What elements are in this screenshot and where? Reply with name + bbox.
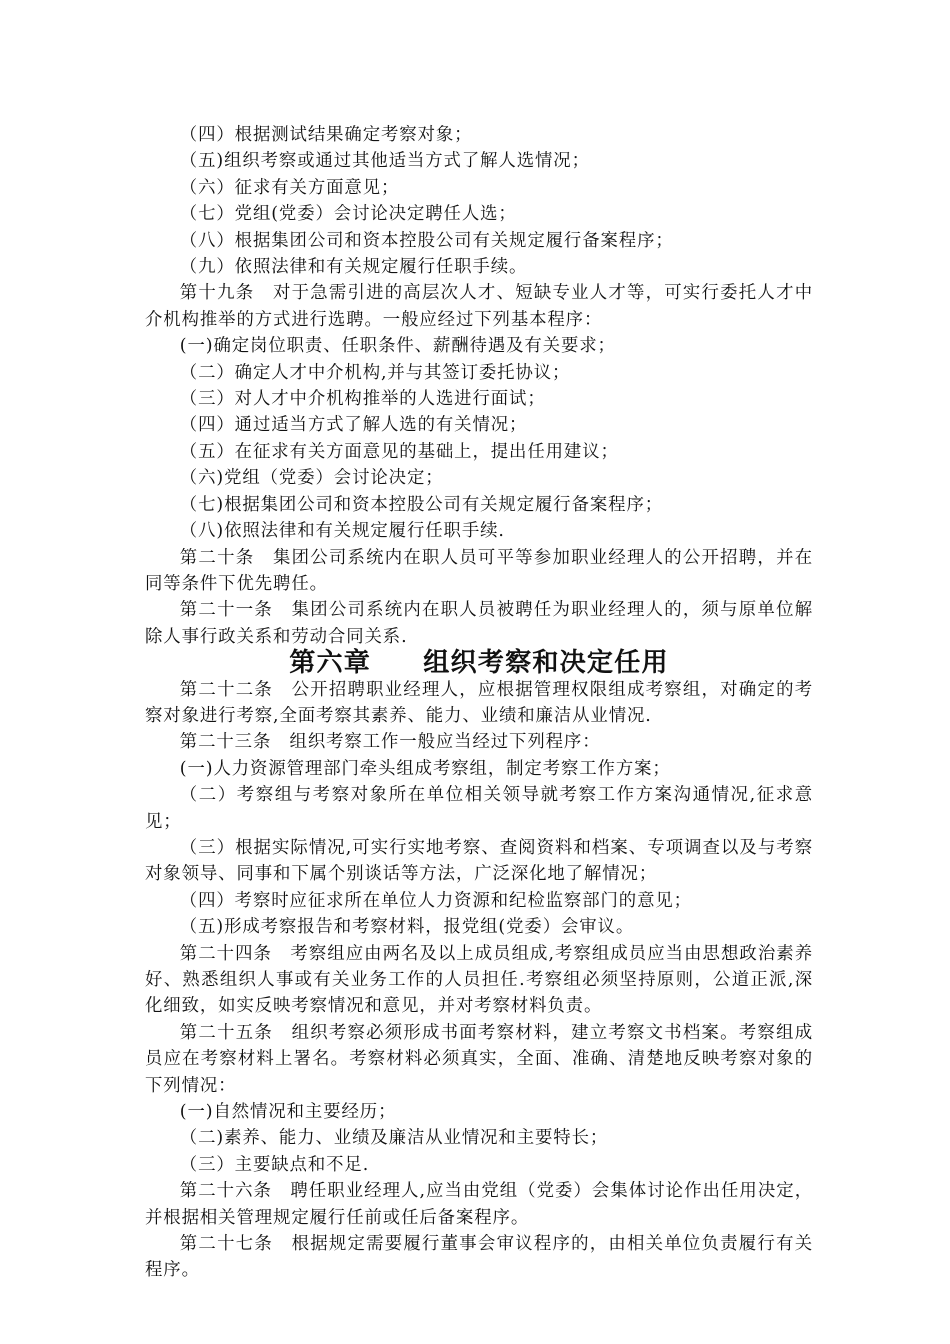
paragraph: （四）根据测试结果确定考察对象； (179, 125, 473, 145)
paragraph: （八)依照法律和有关规定履行任职手续. (179, 521, 505, 542)
section-b (145, 677, 813, 1284)
paragraph: （八）根据集团公司和资本控股公司有关规定履行备案程序； (179, 230, 674, 251)
paragraph: （六)党组（党委）会讨论决定； (179, 468, 444, 489)
paragraph: （七)根据集团公司和资本控股公司有关规定履行备案程序； (179, 494, 664, 515)
article-23: 第二十三条 组织考察工作一般应当经过下列程序： (179, 732, 601, 753)
paragraph: （三）根据实际情况,可实行实地考察、查阅资料和档案、专项调查以及与考察对象领导、同事和下属个别谈话等方法，广泛深化地了解情况； (145, 837, 813, 885)
article-24: 第二十四条 考察组应由两名及以上成员组成,考察组成员应当由思想政治素养好、熟悉组织人事或有关业务工作的人员担任.考察组必须坚持原则，公道正派,深化细致，如实反映考察情况和意见，并对考察材料负责。 (145, 943, 813, 1017)
paragraph: (一)确定岗位职责、任职条件、薪酬待遇及有关要求； (179, 336, 616, 357)
paragraph: （二）考察组与考察对象所在单位相关领导就考察工作方案沟通情况,征求意见； (145, 785, 813, 832)
article-22: 第二十二条 公开招聘职业经理人，应根据管理权限组成考察组，对确定的考察对象进行考察,全面考察其素养、能力、业绩和廉洁从业情况. (145, 679, 813, 726)
paragraph: (一)自然情况和主要经历； (179, 1102, 397, 1123)
article-21: 第二十一条 集团公司系统内在职人员被聘任为职业经理人的，须与原单位解除人事行政关系和劳动合同关系. (145, 600, 813, 647)
paragraph: （五）在征求有关方面意见的基础上，提出任用建议； (179, 441, 619, 462)
paragraph: （五)组织考察或通过其他适当方式了解人选情况； (179, 151, 590, 172)
paragraph: （四）通过适当方式了解人选的有关情况； (179, 415, 528, 436)
paragraph: （三）对人才中介机构推举的人选进行面试； (179, 389, 546, 410)
paragraph: （二)素养、能力、业绩及廉洁从业情况和主要特长； (179, 1128, 609, 1149)
article-20: 第二十条 集团公司系统内在职人员可平等参加职业经理人的公开招聘，并在同等条件下优先聘任。 (145, 547, 813, 594)
paragraph: （七）党组(党委）会讨论决定聘任人选； (179, 204, 517, 225)
article-27: 第二十七条 根据规定需要履行董事会审议程序的，由相关单位负责履行有关程序。 (145, 1234, 813, 1281)
paragraph: （四）考察时应征求所在单位人力资源和纪检监察部门的意见； (179, 890, 692, 911)
document-page (145, 122, 813, 1284)
paragraph: （九）依照法律和有关规定履行任职手续。 (179, 257, 528, 278)
paragraph: （六）征求有关方面意见； (179, 177, 400, 198)
article-19: 第十九条 对于急需引进的高层次人才、短缺专业人才等，可实行委托人才中介机构推举的方式进行选聘。一般应经过下列基本程序： (145, 283, 813, 330)
paragraph: (一)人力资源管理部门牵头组成考察组，制定考察工作方案； (179, 758, 671, 779)
article-25: 第二十五条 组织考察必须形成书面考察材料，建立考察文书档案。考察组成员应在考察材料上署名。考察材料必须真实，全面、准确、清楚地反映考察对象的下列情况： (145, 1022, 813, 1096)
section-a (145, 122, 813, 650)
chapter-number: 第六章 (289, 648, 372, 679)
chapter-title: 组织考察和决定任用 (423, 648, 669, 679)
paragraph: （三）主要缺点和不足. (179, 1154, 370, 1175)
paragraph: （五)形成考察报告和考察材料，报党组(党委）会审议。 (179, 917, 635, 938)
paragraph: （二）确定人才中介机构,并与其签订委托协议； (179, 362, 571, 383)
chapter-heading (145, 648, 813, 679)
article-26: 第二十六条 聘任职业经理人,应当由党组（党委）会集体讨论作出任用决定，并根据相关管理规定履行任前或任后备案程序。 (145, 1181, 813, 1228)
